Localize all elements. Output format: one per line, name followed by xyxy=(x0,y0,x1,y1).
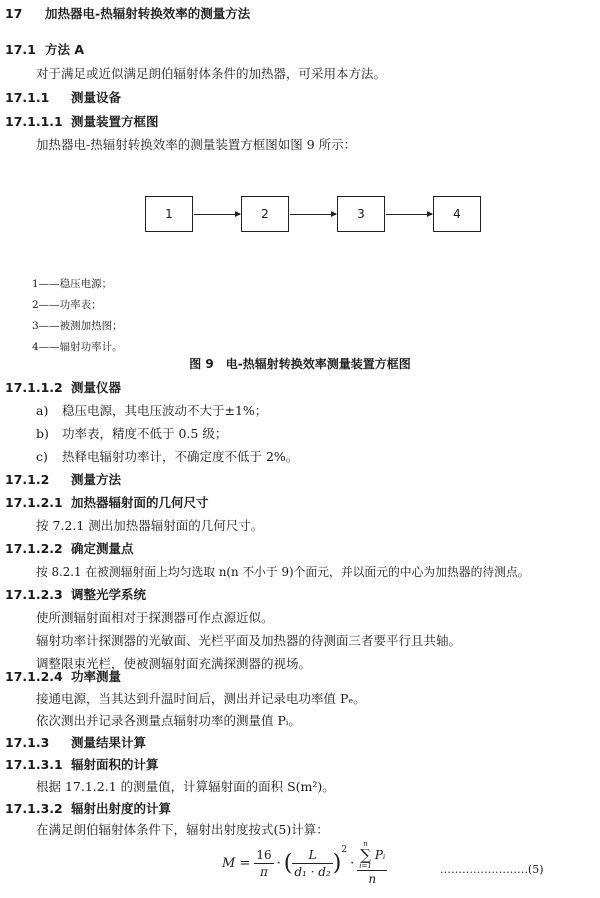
diagram-arrow xyxy=(290,214,336,215)
diagram-box-3: 3 xyxy=(337,196,385,232)
paragraph: 接通电源，当其达到升温时间后，测出并记录电功率值 Pₑ。 xyxy=(36,691,366,706)
diagram-legend-item: 4——辐射功率计。 xyxy=(32,341,123,353)
list-item: c) 热释电辐射功率计，不确定度不低于 2%。 xyxy=(36,449,299,464)
section-17-1-2-heading: 17.1.2 测量方法 xyxy=(5,472,122,487)
diagram-legend-item: 2——功率表； xyxy=(32,299,102,311)
diagram-legend-item: 1——稳压电源； xyxy=(32,278,113,290)
section-17-1-3-heading: 17.1.3 测量结果计算 xyxy=(5,735,147,750)
section-17-1-1-heading: 17.1.1 测量设备 xyxy=(5,90,122,105)
diagram-arrow xyxy=(386,214,432,215)
section-17-1-2-4-heading: 17.1.2.4 功率测量 xyxy=(5,669,122,684)
figure-caption: 图 9 电-热辐射转换效率测量装置方框图 xyxy=(189,357,411,371)
diagram-box-4: 4 xyxy=(433,196,481,232)
paragraph: 调整限束光栏，使被测辐射面充满探测器的视场。 xyxy=(36,656,312,671)
section-17-1-heading: 17.1 方法 A xyxy=(5,42,85,57)
section-17-1-1-1-heading: 17.1.1.1 测量装置方框图 xyxy=(5,114,159,129)
paragraph: 按 7.2.1 测出加热器辐射面的几何尺寸。 xyxy=(36,518,264,533)
diagram-box-2: 2 xyxy=(241,196,289,232)
section-17-heading: 17 加热器电-热辐射转换效率的测量方法 xyxy=(5,6,251,21)
paragraph: 加热器电-热辐射转换效率的测量装置方框图如图 9 所示： xyxy=(36,137,357,152)
list-item: a) 稳压电源，其电压波动不大于±1%； xyxy=(36,403,268,418)
paragraph: 按 8.2.1 在被测辐射面上均匀选取 n(n 不小于 9)个面元，并以面元的中心为加热器的待测点。 xyxy=(36,565,530,579)
diagram-box-1: 1 xyxy=(145,196,193,232)
paragraph: 在满足朗伯辐射体条件下，辐射出射度按式(5)计算： xyxy=(36,822,329,837)
section-17-1-3-2-heading: 17.1.3.2 辐射出射度的计算 xyxy=(5,801,172,816)
diagram-legend-item: 3——被测加热图； xyxy=(32,320,123,332)
paragraph: 辐射功率计探测器的光敏面、光栏平面及加热器的待测面三者要平行且共轴。 xyxy=(36,633,462,648)
formula-m: M = $\frac{16}{\pi}$ · ( $\frac{L}{\text{d₁ · d₂}}$ ) $^2$ · n ∑ i=1 Pᵢ n xyxy=(222,840,386,886)
paragraph: 使所测辐射面相对于探测器可作点源近似。 xyxy=(36,610,274,625)
diagram-arrow xyxy=(194,214,240,215)
paragraph: 根据 17.1.2.1 的测量值，计算辐射面的面积 S(m²)。 xyxy=(36,779,335,794)
equation-number: ……………………(5) xyxy=(440,863,544,876)
paragraph: 依次测出并记录各测量点辐射功率的测量值 Pᵢ。 xyxy=(36,713,301,728)
section-17-1-2-3-heading: 17.1.2.3 调整光学系统 xyxy=(5,587,147,602)
paragraph: 对于满足或近似满足朗伯辐射体条件的加热器，可采用本方法。 xyxy=(36,66,387,81)
section-17-1-3-1-heading: 17.1.3.1 辐射面积的计算 xyxy=(5,757,159,772)
section-17-1-2-2-heading: 17.1.2.2 确定测量点 xyxy=(5,541,134,556)
section-17-1-2-1-heading: 17.1.2.1 加热器辐射面的几何尺寸 xyxy=(5,495,209,510)
section-17-1-1-2-heading: 17.1.1.2 测量仪器 xyxy=(5,380,122,395)
list-item: b) 功率表，精度不低于 0.5 级； xyxy=(36,426,228,441)
